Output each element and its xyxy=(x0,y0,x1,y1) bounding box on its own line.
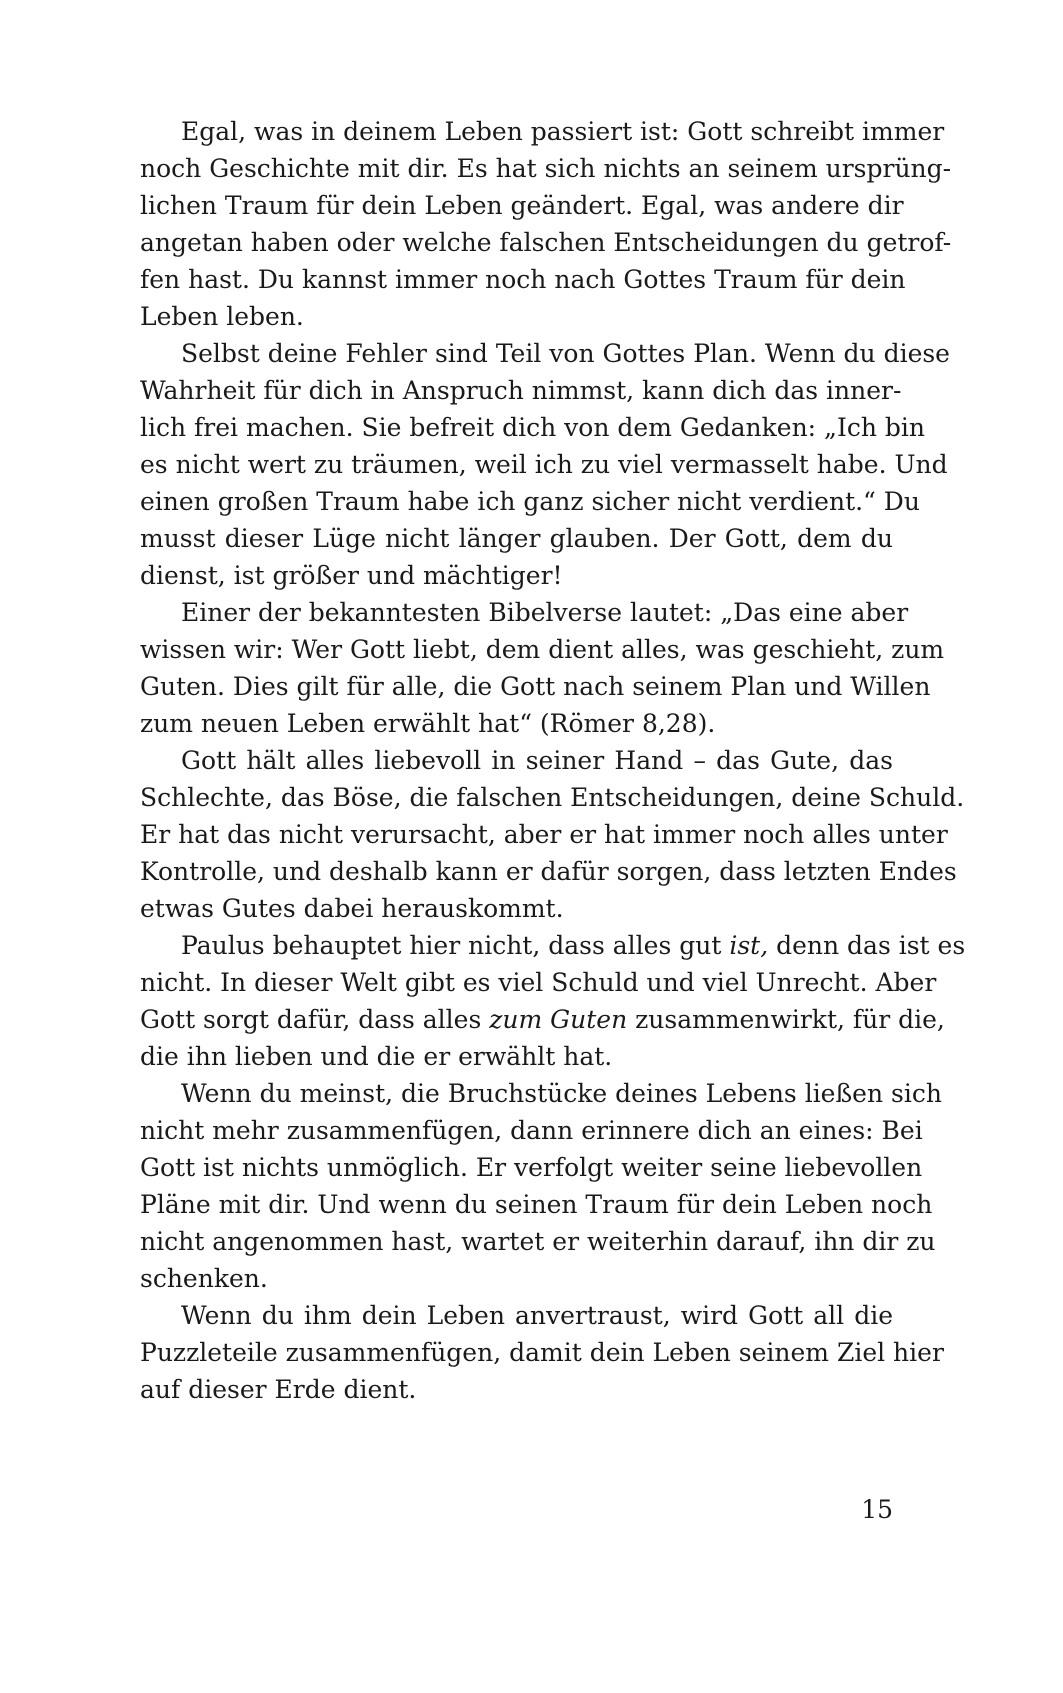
text-line: Leben leben. xyxy=(140,302,304,331)
text-line: Pläne mit dir. Und wenn du seinen Traum für dein Leben noch xyxy=(140,1190,933,1219)
text-line: Er hat das nicht verursacht, aber er hat immer noch alles unter xyxy=(140,820,948,849)
text-line: Puzzleteile zusammenfügen, damit dein Leben seinem Ziel hier xyxy=(140,1338,944,1367)
paragraph xyxy=(140,927,966,1075)
text-line: etwas Gutes dabei herauskommt. xyxy=(140,894,564,923)
text-line: Einer der bekanntesten Bibelverse lautet: „Das eine aber xyxy=(181,598,909,627)
text-line: lich frei machen. Sie befreit dich von dem Gedanken: „Ich bin xyxy=(140,413,926,442)
text-line: es nicht wert zu träumen, weil ich zu viel vermasselt habe. Und xyxy=(140,450,948,479)
text-run: Paulus behauptet hier nicht, dass alles gut xyxy=(181,931,730,960)
paragraph xyxy=(140,113,952,335)
emphasis-text: zum Guten xyxy=(489,1005,628,1034)
text-line: lichen Traum für dein Leben geändert. Egal, was andere dir xyxy=(140,191,904,220)
text-line xyxy=(140,927,966,964)
text-line: die ihn lieben und die er erwählt hat. xyxy=(140,1042,613,1071)
text-line: dienst, ist größer und mächtiger! xyxy=(140,561,563,590)
emphasis-text: ist, xyxy=(729,931,769,960)
paragraph xyxy=(140,335,950,594)
text-line: nicht. In dieser Welt gibt es viel Schuld und viel Unrecht. Aber xyxy=(140,968,937,997)
text-run: zusammenwirkt, für die, xyxy=(627,1005,945,1034)
text-line xyxy=(140,1001,945,1038)
text-line: Kontrolle, und deshalb kann er dafür sorgen, dass letzten Endes xyxy=(140,857,957,886)
text-line: noch Geschichte mit dir. Es hat sich nichts an seinem ursprüng- xyxy=(140,154,952,183)
text-line: fen hast. Du kannst immer noch nach Gottes Traum für dein xyxy=(140,265,906,294)
paragraph xyxy=(140,1075,942,1297)
text-line: schenken. xyxy=(140,1264,268,1293)
text-run: Gott sorgt dafür, dass alles xyxy=(140,1005,490,1034)
text-line: Selbst deine Fehler sind Teil von Gottes Plan. Wenn du diese xyxy=(181,339,950,368)
text-line: Schlechte, das Böse, die falschen Entscheidungen, deine Schuld. xyxy=(140,783,965,812)
text-line: nicht mehr zusammenfügen, dann erinnere dich an eines: Bei xyxy=(140,1116,923,1145)
paragraph xyxy=(140,594,945,742)
text-line: zum neuen Leben erwählt hat“ (Römer 8,28). xyxy=(140,709,716,738)
text-line: Wenn du ihm dein Leben anvertraust, wird Gott all die xyxy=(181,1301,893,1330)
text-line: Guten. Dies gilt für alle, die Gott nach seinem Plan und Willen xyxy=(140,672,931,701)
text-line: Wahrheit für dich in Anspruch nimmst, kann dich das inner- xyxy=(140,376,902,405)
text-line: auf dieser Erde dient. xyxy=(140,1375,417,1404)
text-line: einen großen Traum habe ich ganz sicher nicht verdient.“ Du xyxy=(140,487,920,516)
page-number: 15 xyxy=(861,1495,893,1524)
text-line: Gott hält alles liebevoll in seiner Hand – das Gute, das xyxy=(181,746,893,775)
text-line: angetan haben oder welche falschen Entscheidungen du getrof- xyxy=(140,228,952,257)
paragraph xyxy=(140,1297,944,1408)
text-line: musst dieser Lüge nicht länger glauben. Der Gott, dem du xyxy=(140,524,893,553)
text-line: Gott ist nichts unmöglich. Er verfolgt weiter seine liebevollen xyxy=(140,1153,923,1182)
text-line: Wenn du meinst, die Bruchstücke deines Lebens ließen sich xyxy=(181,1079,942,1108)
text-line: nicht angenommen hast, wartet er weiterhin darauf, ihn dir zu xyxy=(140,1227,936,1256)
text-line: Egal, was in deinem Leben passiert ist: Gott schreibt immer xyxy=(181,117,945,146)
text-line: wissen wir: Wer Gott liebt, dem dient alles, was geschieht, zum xyxy=(140,635,945,664)
paragraph xyxy=(140,742,965,927)
body-text xyxy=(140,113,966,1408)
text-run: denn das ist es xyxy=(768,931,966,960)
